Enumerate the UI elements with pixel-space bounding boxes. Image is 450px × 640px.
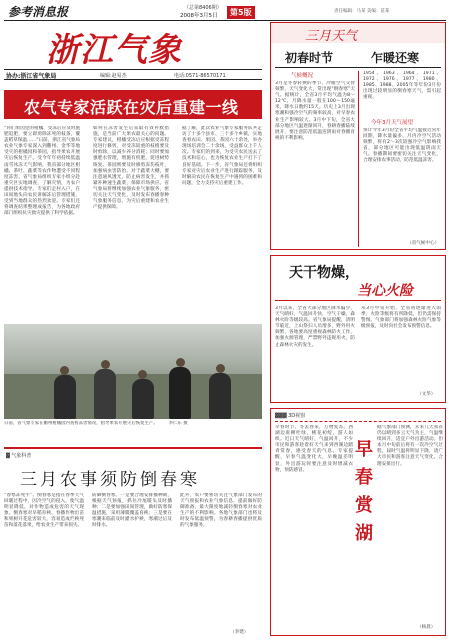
spring-text-a: 早春时节，冬去春来，万物复苏。西湖边垂柳吐绿，桃花初绽，游人如织。近日天气晴好，气温回升，不少市民和游客趁着好天气来到西湖边踏青赏春，感受春天的气息。专家提醒，早春气温变化大，早晚温差明显，外出游玩时要注意及时增减衣物，预防感冒。	[275, 425, 353, 473]
march-text-a: 3月是冬春转换的季节，冷暖空气交替频繁，天气变化大，常出现“倒春寒”天气。据统计，全省3月平均气温为8～12℃，月降水量一般在100～150毫米，降水日数约15天。历史上3月出现寒潮和强冷空气的频率较高，对早春农业生产影响较大。3月中下旬，全省大部分地区气温逐渐回升，春耕春播陆续展开，要注意防范低温连阴雨对春播育秧的不利影响。	[275, 81, 355, 141]
co-organizer: 协办:浙江省气象局	[6, 73, 57, 80]
fire-headline-rule	[275, 300, 441, 301]
fire-source: （文华）	[417, 392, 436, 397]
lead-col-3: 据了解，此次农业气象专家服务队共走访了十多个县市、三十多个乡镇，实地查看农田、果园、茶园六十余处，举办现场培训会二十余场，受益群众上千人次。专家们的到来，为受灾农民送去了技术和信心，也为恢复农业生产打下了良好基础。下一步，省气象局还将组织专家对灾后农业生产进行跟踪服务，及时解决农民在恢复生产中遇到的困难和问题，全力支持灾后重建工作。	[182, 126, 262, 186]
issue-date: 2008年3月5日	[180, 13, 218, 19]
spring-source: （杨晨）	[417, 625, 436, 630]
section-header	[4, 22, 262, 68]
spring-lake-box	[270, 408, 446, 636]
bottom-col-3: 此外，农户要密切关注气象部门发布的天气预报和农业气象信息，提前做好防御准备，最大限度地减轻倒春寒对农业生产的不利影响。各地气象部门也将及时发布低温预警，为春耕春播提供优质的气象服务。	[180, 493, 262, 529]
bottom-headline: 三月农事须防倒春寒	[20, 470, 200, 490]
section-editor: 编辑:赵易杰	[100, 73, 127, 79]
fire-headline-1: 天干物燥，	[289, 265, 359, 281]
spring-vertical-title: 早春赏湖	[352, 439, 373, 551]
march-source: （省气候中心）	[407, 241, 440, 246]
editor-note: 责任编辑：马某 美编：苗某	[334, 9, 390, 14]
paper-name: 参考消息报	[8, 5, 69, 19]
lead-headline-bar	[4, 90, 262, 119]
lead-photo-caption: 日前，省气象专家在衢州柑橘园内查看冻害情况，指导果农开展灾后恢复生产。 李仁东 摄	[4, 421, 188, 426]
section-phone: 电话:0571-86570171	[174, 73, 226, 79]
march-title-a: 初春时节	[285, 51, 334, 65]
fire-risk-box	[270, 255, 446, 403]
masthead-rule	[4, 20, 446, 21]
lead-headline: 农气专家活跃在灾后重建一线	[24, 98, 239, 117]
bottom-col-2: 防御倒春寒，一是要合理安排播种期，根据天气预报，抓住冷尾暖头及时播种；二是要加强田间管理，做好防寒保温措施，采用薄膜覆盖育秧；三是要在寒潮来临前及时灌水护秧，寒潮过后及时排水。	[92, 493, 172, 529]
march-banner-bg	[271, 23, 445, 43]
bottom-source: （李建）	[230, 630, 249, 635]
march-banner: 三月天气	[305, 29, 358, 44]
lead-photo	[4, 324, 262, 419]
march-title-b: 乍暖还寒	[371, 51, 420, 65]
march-title-rule	[275, 67, 441, 68]
lead-col-1: “你们果园里的柑橘，受冻后应及时施肥追肥，要立即剪除冻死的枝条，覆盖稻草保温……”日前，浙江省气象局农业气象专家深入到衢州、金华等地受灾的柑橘园和茶园，指导果农开展灾后恢复生产。受今年年初持续低温雨雪冰冻天气影响，我省部分地区柑橘、茶叶、蔬菜等农作物遭受不同程度冻害。省气象局组织专家小组分赴重灾区实地调查，了解灾情，为农户提供技术指导。专家们走村入户，在田间地头向农民讲解冻后管理措施，受到当地群众的热烈欢迎。专家们还将调查结果整理成报告，为各地政府部门组织抗灾救灾提供了科学依据。	[4, 126, 80, 217]
march-text-b: 1954、1963、1964、1971、1972、1976、1977、1980、1985、1988、2005年等年份3月份出现过较明显的倒春寒天气，需引起重视。	[363, 71, 441, 101]
section-title: 浙江气象	[46, 30, 182, 69]
issue-number: （总第8406期）	[184, 5, 222, 11]
bottom-rule	[4, 447, 262, 449]
spring-tag-rule	[275, 421, 441, 422]
spring-text-b: 据气象部门预测，未来几天我省仍以晴到多云天气为主，气温继续回升，适宜户外出游活动。但本月中旬前后将有一次冷空气过程，届时气温将明显下降，请广大市民和游客注意天气变化，合理安排出行。	[377, 425, 443, 467]
fire-text-a: 3月以来，全省大部分地区降水偏少，天气晴好，气温回升快，空气干燥，森林火险等级较高。省气象局提醒，清明节临近，上山祭扫人员增多，野外用火频繁，各地要高度重视森林防火工作，加强火源管理，严禁野外违规用火，防止森林火灾的发生。	[275, 306, 355, 348]
bottom-col-1: “春寒冻死牛”。倒春寒是指在春季天气回暖过程中，因冷空气的侵入，使气温明显降低，对作物造成危害的天气现象。倒春寒对早稻育秧、春播作物出苗和果树开花危害较大，容易造成烂秧死苗和落花落果，给农业生产带来损失。	[4, 493, 84, 529]
bottom-tag: ▓ 气象科普	[6, 453, 32, 459]
march-text-c: 预计今年3月份全省平均气温接近常年同期，降水量偏多。月内冷空气活动频繁，将有2～3次较强冷空气影响我省，部分地区可能出现低温阴雨天气。春播期间要密切关注天气变化，合理安排农事活动，防范低温冻害。	[363, 128, 441, 164]
page-label: 第5版	[227, 6, 255, 19]
fire-headline-2: 当心火险	[357, 283, 413, 299]
section-info-bar	[4, 69, 262, 80]
spring-tag: ▓▓▓ 3D视窗	[275, 413, 306, 419]
march-sub-b: 今年3月天气展望	[371, 120, 413, 126]
march-sub-a: 气候概况	[291, 73, 314, 79]
march-col-divider	[358, 71, 359, 247]
lead-col-2: 如何在冻害发生后采取有效补救措施，是当前广大果农最关心的问题。专家建议，柑橘受冻后应根据受冻程度进行修剪，对受冻较重的枝梢要及时剪除，以减少养分消耗；同时要加强肥水管理，增施有机肥，促进树势恢复。茶园则要及时修剪冻伤枝叶，加强病虫害防治。对于蔬菜大棚，要注意通风透光，防止病害发生，并抓紧补种速生蔬菜，保障市场供应。省气象局将继续加强农业气象服务，密切关注天气变化，及时发布春播春种气象服务信息，为灾后重建和农业生产提供保障。	[93, 126, 169, 211]
fire-text-b: 从3月中旬开始，全省将逐渐进入雨季，火险等级将有所降低，但仍需保持警惕。气象部门将加强森林火险气象等级预报，及时向社会发布预警信息。	[361, 306, 441, 330]
march-weather-box	[270, 22, 446, 250]
masthead	[4, 3, 446, 19]
